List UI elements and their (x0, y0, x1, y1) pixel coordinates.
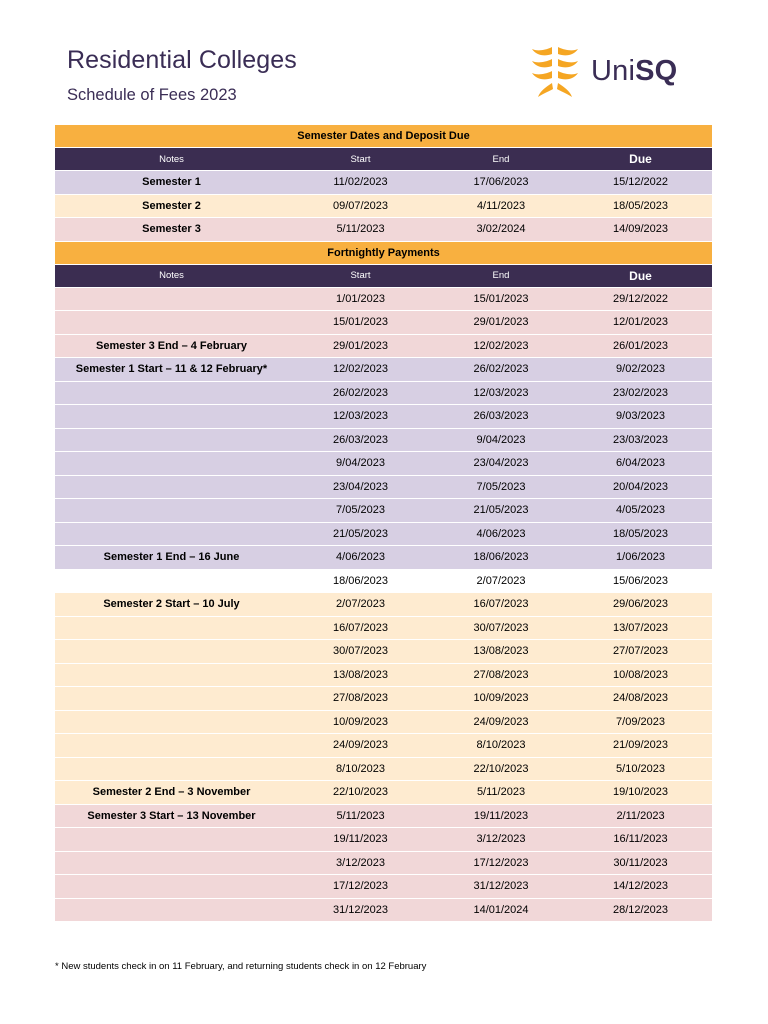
due-date-cell: 7/09/2023 (569, 710, 712, 734)
note-cell (55, 687, 288, 711)
start-date-cell: 11/02/2023 (288, 171, 433, 195)
due-date-cell: 28/12/2023 (569, 898, 712, 922)
start-date-cell: 3/12/2023 (288, 851, 433, 875)
start-date-cell: 17/12/2023 (288, 875, 433, 899)
start-date-cell: 2/07/2023 (288, 593, 433, 617)
end-date-cell: 18/06/2023 (433, 546, 569, 570)
start-date-cell: 26/02/2023 (288, 381, 433, 405)
note-cell (55, 569, 288, 593)
fees-schedule-table (55, 125, 712, 922)
table-row (55, 663, 712, 687)
table-row (55, 875, 712, 899)
semester-dates-title: Semester Dates and Deposit Due (55, 125, 712, 148)
due-date-cell: 14/09/2023 (569, 218, 712, 242)
end-date-cell: 4/06/2023 (433, 522, 569, 546)
start-date-cell: 23/04/2023 (288, 475, 433, 499)
table-row (55, 710, 712, 734)
note-cell (55, 452, 288, 476)
start-date-cell: 4/06/2023 (288, 546, 433, 570)
due-date-cell: 2/11/2023 (569, 804, 712, 828)
start-date-cell: 10/09/2023 (288, 710, 433, 734)
end-date-cell: 12/02/2023 (433, 334, 569, 358)
unisq-logo (520, 40, 690, 106)
start-date-cell: 31/12/2023 (288, 898, 433, 922)
table-row (55, 381, 712, 405)
due-date-cell: 29/06/2023 (569, 593, 712, 617)
table-row (55, 287, 712, 311)
note-cell (55, 311, 288, 335)
table-row (55, 687, 712, 711)
end-date-cell: 23/04/2023 (433, 452, 569, 476)
note-cell: Semester 2 End – 3 November (55, 781, 288, 805)
table-row (55, 475, 712, 499)
end-date-cell: 22/10/2023 (433, 757, 569, 781)
table-row (55, 804, 712, 828)
column-header-end: End (433, 264, 569, 287)
due-date-cell: 30/11/2023 (569, 851, 712, 875)
due-date-cell: 10/08/2023 (569, 663, 712, 687)
column-header-notes: Notes (55, 264, 288, 287)
logo-text-uni: Uni (591, 55, 636, 87)
end-date-cell: 24/09/2023 (433, 710, 569, 734)
note-cell (55, 499, 288, 523)
end-date-cell: 19/11/2023 (433, 804, 569, 828)
table-row (55, 616, 712, 640)
due-date-cell: 1/06/2023 (569, 546, 712, 570)
note-cell: Semester 2 (55, 194, 288, 218)
note-cell (55, 898, 288, 922)
table-row (55, 898, 712, 922)
due-date-cell: 15/06/2023 (569, 569, 712, 593)
note-cell (55, 710, 288, 734)
page-subtitle: Schedule of Fees 2023 (67, 86, 237, 104)
table-row (55, 428, 712, 452)
column-header-end: End (433, 148, 569, 171)
footnote: * New students check in on 11 February, and returning students check in on 12 February (55, 961, 427, 972)
due-date-cell: 9/02/2023 (569, 358, 712, 382)
end-date-cell: 2/07/2023 (433, 569, 569, 593)
start-date-cell: 12/02/2023 (288, 358, 433, 382)
end-date-cell: 5/11/2023 (433, 781, 569, 805)
due-date-cell: 14/12/2023 (569, 875, 712, 899)
start-date-cell: 09/07/2023 (288, 194, 433, 218)
due-date-cell: 9/03/2023 (569, 405, 712, 429)
due-date-cell: 20/04/2023 (569, 475, 712, 499)
end-date-cell: 3/02/2024 (433, 218, 569, 242)
note-cell (55, 663, 288, 687)
end-date-cell: 30/07/2023 (433, 616, 569, 640)
note-cell (55, 428, 288, 452)
end-date-cell: 9/04/2023 (433, 428, 569, 452)
table-row (55, 757, 712, 781)
end-date-cell: 14/01/2024 (433, 898, 569, 922)
start-date-cell: 26/03/2023 (288, 428, 433, 452)
note-cell (55, 405, 288, 429)
start-date-cell: 16/07/2023 (288, 616, 433, 640)
table-row (55, 452, 712, 476)
note-cell (55, 640, 288, 664)
note-cell (55, 828, 288, 852)
column-header-start: Start (288, 148, 433, 171)
table-row (55, 358, 712, 382)
logo-wordmark (591, 55, 677, 88)
end-date-cell: 26/03/2023 (433, 405, 569, 429)
note-cell (55, 734, 288, 758)
end-date-cell: 3/12/2023 (433, 828, 569, 852)
start-date-cell: 27/08/2023 (288, 687, 433, 711)
end-date-cell: 17/12/2023 (433, 851, 569, 875)
semester-dates-title-row (55, 125, 712, 148)
start-date-cell: 24/09/2023 (288, 734, 433, 758)
table-row (55, 640, 712, 664)
end-date-cell: 8/10/2023 (433, 734, 569, 758)
due-date-cell: 18/05/2023 (569, 522, 712, 546)
due-date-cell: 23/02/2023 (569, 381, 712, 405)
end-date-cell: 4/11/2023 (433, 194, 569, 218)
table-row (55, 194, 712, 218)
due-date-cell: 12/01/2023 (569, 311, 712, 335)
due-date-cell: 16/11/2023 (569, 828, 712, 852)
table-row (55, 405, 712, 429)
table-row (55, 311, 712, 335)
end-date-cell: 13/08/2023 (433, 640, 569, 664)
table-row (55, 781, 712, 805)
start-date-cell: 1/01/2023 (288, 287, 433, 311)
note-cell (55, 875, 288, 899)
due-date-cell: 13/07/2023 (569, 616, 712, 640)
end-date-cell: 31/12/2023 (433, 875, 569, 899)
fortnightly-payments-title: Fortnightly Payments (55, 241, 712, 264)
start-date-cell: 18/06/2023 (288, 569, 433, 593)
note-cell (55, 757, 288, 781)
unisq-emblem-icon (530, 45, 580, 101)
due-date-cell: 4/05/2023 (569, 499, 712, 523)
due-date-cell: 21/09/2023 (569, 734, 712, 758)
fees-schedule-body (55, 125, 712, 922)
table-row (55, 851, 712, 875)
table-row (55, 522, 712, 546)
note-cell: Semester 3 Start – 13 November (55, 804, 288, 828)
end-date-cell: 21/05/2023 (433, 499, 569, 523)
note-cell: Semester 1 End – 16 June (55, 546, 288, 570)
end-date-cell: 15/01/2023 (433, 287, 569, 311)
end-date-cell: 7/05/2023 (433, 475, 569, 499)
due-date-cell: 19/10/2023 (569, 781, 712, 805)
logo-text-sq: SQ (635, 55, 678, 87)
due-date-cell: 5/10/2023 (569, 757, 712, 781)
end-date-cell: 16/07/2023 (433, 593, 569, 617)
table-row (55, 218, 712, 242)
note-cell: Semester 1 Start – 11 & 12 February* (55, 358, 288, 382)
table-row (55, 334, 712, 358)
column-header-start: Start (288, 264, 433, 287)
end-date-cell: 12/03/2023 (433, 381, 569, 405)
note-cell: Semester 3 (55, 218, 288, 242)
end-date-cell: 17/06/2023 (433, 171, 569, 195)
note-cell (55, 522, 288, 546)
due-date-cell: 24/08/2023 (569, 687, 712, 711)
start-date-cell: 7/05/2023 (288, 499, 433, 523)
due-date-cell: 26/01/2023 (569, 334, 712, 358)
end-date-cell: 26/02/2023 (433, 358, 569, 382)
table-row (55, 593, 712, 617)
due-date-cell: 6/04/2023 (569, 452, 712, 476)
start-date-cell: 12/03/2023 (288, 405, 433, 429)
start-date-cell: 5/11/2023 (288, 218, 433, 242)
end-date-cell: 27/08/2023 (433, 663, 569, 687)
fortnightly-payments-header-row (55, 264, 712, 287)
note-cell (55, 851, 288, 875)
due-date-cell: 23/03/2023 (569, 428, 712, 452)
due-date-cell: 18/05/2023 (569, 194, 712, 218)
table-row (55, 171, 712, 195)
start-date-cell: 19/11/2023 (288, 828, 433, 852)
start-date-cell: 13/08/2023 (288, 663, 433, 687)
note-cell (55, 381, 288, 405)
start-date-cell: 5/11/2023 (288, 804, 433, 828)
note-cell (55, 475, 288, 499)
table-row (55, 569, 712, 593)
column-header-notes: Notes (55, 148, 288, 171)
semester-dates-header-row (55, 148, 712, 171)
start-date-cell: 21/05/2023 (288, 522, 433, 546)
start-date-cell: 30/07/2023 (288, 640, 433, 664)
start-date-cell: 15/01/2023 (288, 311, 433, 335)
column-header-due: Due (569, 148, 712, 171)
fortnightly-payments-title-row (55, 241, 712, 264)
start-date-cell: 9/04/2023 (288, 452, 433, 476)
column-header-due: Due (569, 264, 712, 287)
table-row (55, 828, 712, 852)
note-cell (55, 287, 288, 311)
due-date-cell: 29/12/2022 (569, 287, 712, 311)
note-cell (55, 616, 288, 640)
due-date-cell: 15/12/2022 (569, 171, 712, 195)
start-date-cell: 22/10/2023 (288, 781, 433, 805)
table-row (55, 734, 712, 758)
note-cell: Semester 1 (55, 171, 288, 195)
table-row (55, 546, 712, 570)
end-date-cell: 29/01/2023 (433, 311, 569, 335)
due-date-cell: 27/07/2023 (569, 640, 712, 664)
note-cell: Semester 2 Start – 10 July (55, 593, 288, 617)
table-row (55, 499, 712, 523)
page-title: Residential Colleges (67, 46, 297, 74)
end-date-cell: 10/09/2023 (433, 687, 569, 711)
note-cell: Semester 3 End – 4 February (55, 334, 288, 358)
start-date-cell: 29/01/2023 (288, 334, 433, 358)
start-date-cell: 8/10/2023 (288, 757, 433, 781)
